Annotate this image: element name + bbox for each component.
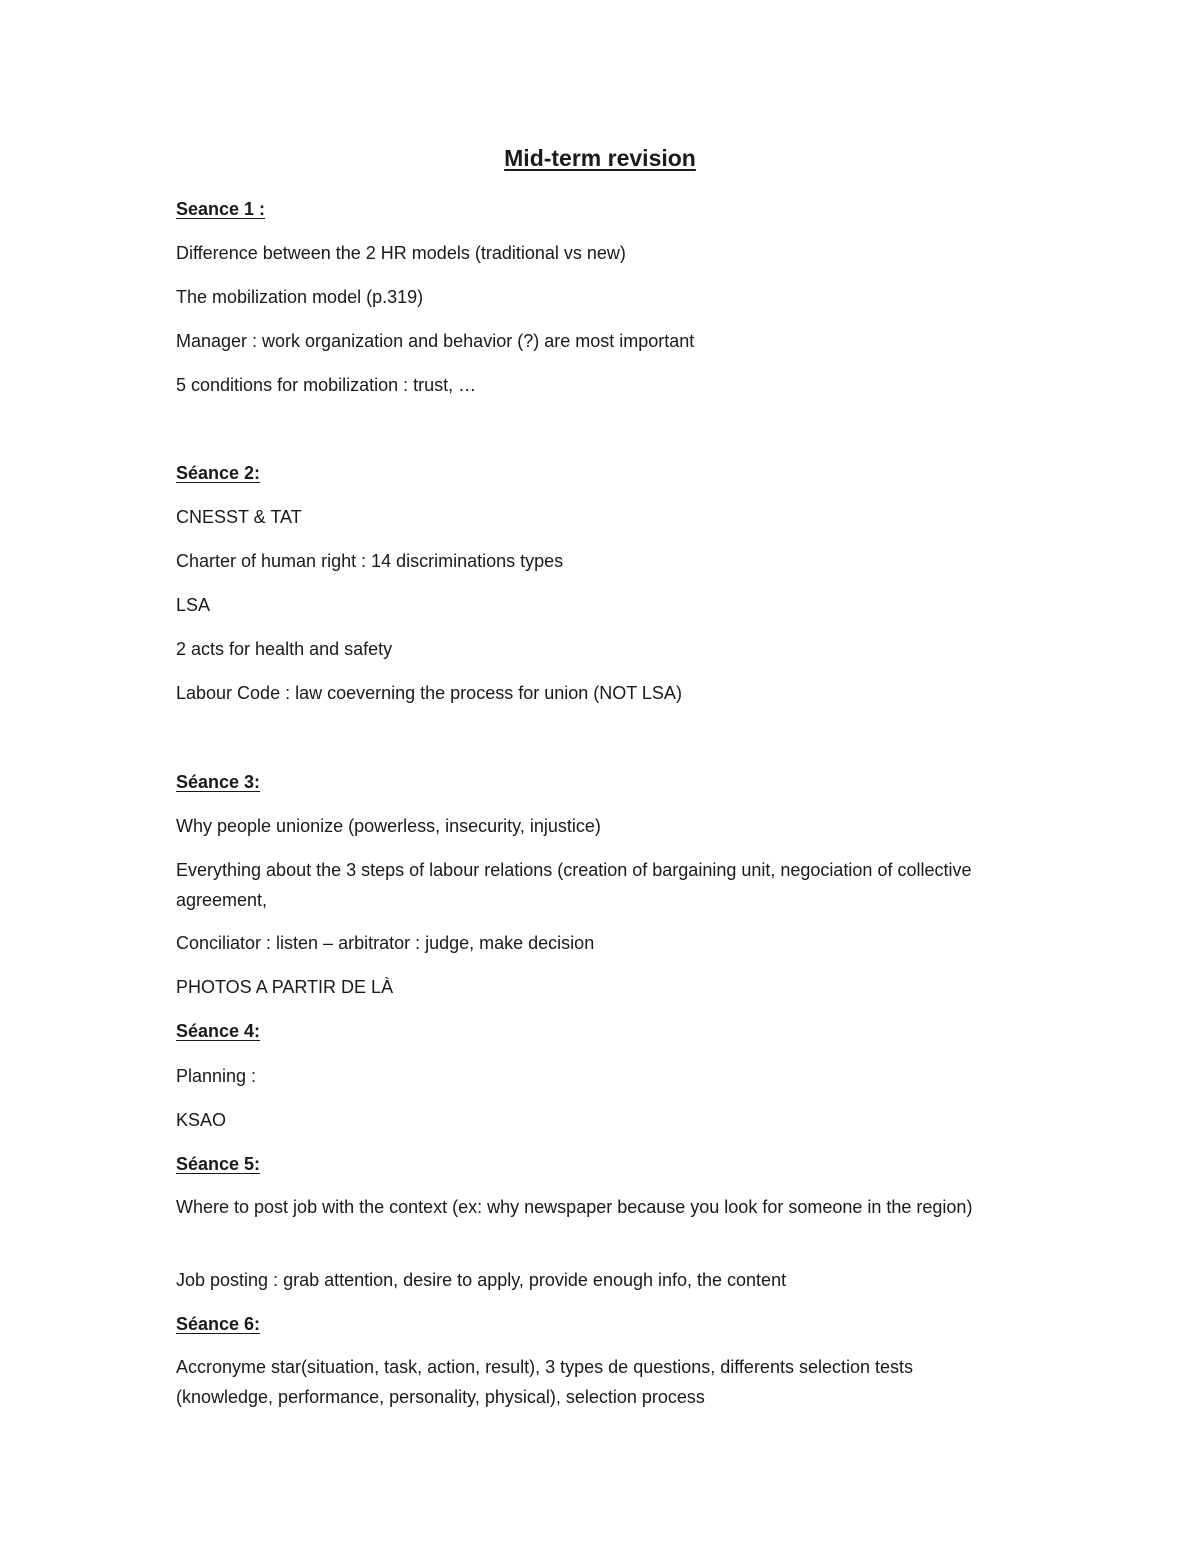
- note-line: CNESST & TAT: [176, 507, 302, 527]
- note-line: Where to post job with the context (ex: why newspaper because you look for someone in the region): [176, 1197, 973, 1217]
- note-line: 2 acts for health and safety: [176, 639, 393, 659]
- section-heading-seance-6: Séance 6:: [176, 1314, 261, 1334]
- section-heading-seance-2: Séance 2:: [176, 463, 261, 483]
- note-line: LSA: [176, 595, 211, 615]
- note-line: Job posting : grab attention, desire to apply, provide enough info, the content: [176, 1270, 787, 1290]
- note-line: 5 conditions for mobilization : trust, …: [176, 375, 477, 395]
- note-line: PHOTOS A PARTIR DE LÀ: [176, 977, 394, 997]
- page-title: Mid-term revision: [504, 145, 696, 171]
- note-line: Conciliator : listen – arbitrator : judge, make decision: [176, 933, 595, 953]
- note-line: Difference between the 2 HR models (traditional vs new): [176, 243, 626, 263]
- note-line: Planning :: [176, 1066, 257, 1086]
- note-line: Manager : work organization and behavior (?) are most important: [176, 331, 695, 351]
- section-heading-seance-3: Séance 3:: [176, 772, 261, 792]
- note-line: The mobilization model (p.319): [176, 287, 424, 307]
- note-line: Why people unionize (powerless, insecurity, injustice): [176, 816, 601, 836]
- note-line: Accronyme star(situation, task, action, result), 3 types de questions, differents selection tests (knowledge, performance, personality, physical), selection process: [176, 1357, 914, 1407]
- section-heading-seance-4: Séance 4:: [176, 1021, 261, 1041]
- note-line: KSAO: [176, 1110, 227, 1130]
- note-line: Labour Code : law coeverning the process for union (NOT LSA): [176, 683, 682, 703]
- note-line: Charter of human right : 14 discriminations types: [176, 551, 564, 571]
- note-line: Everything about the 3 steps of labour relations (creation of bargaining unit, negociation of collective agreement,: [176, 860, 972, 910]
- section-heading-seance-1: Seance 1 :: [176, 199, 266, 219]
- section-heading-seance-5: Séance 5:: [176, 1154, 261, 1174]
